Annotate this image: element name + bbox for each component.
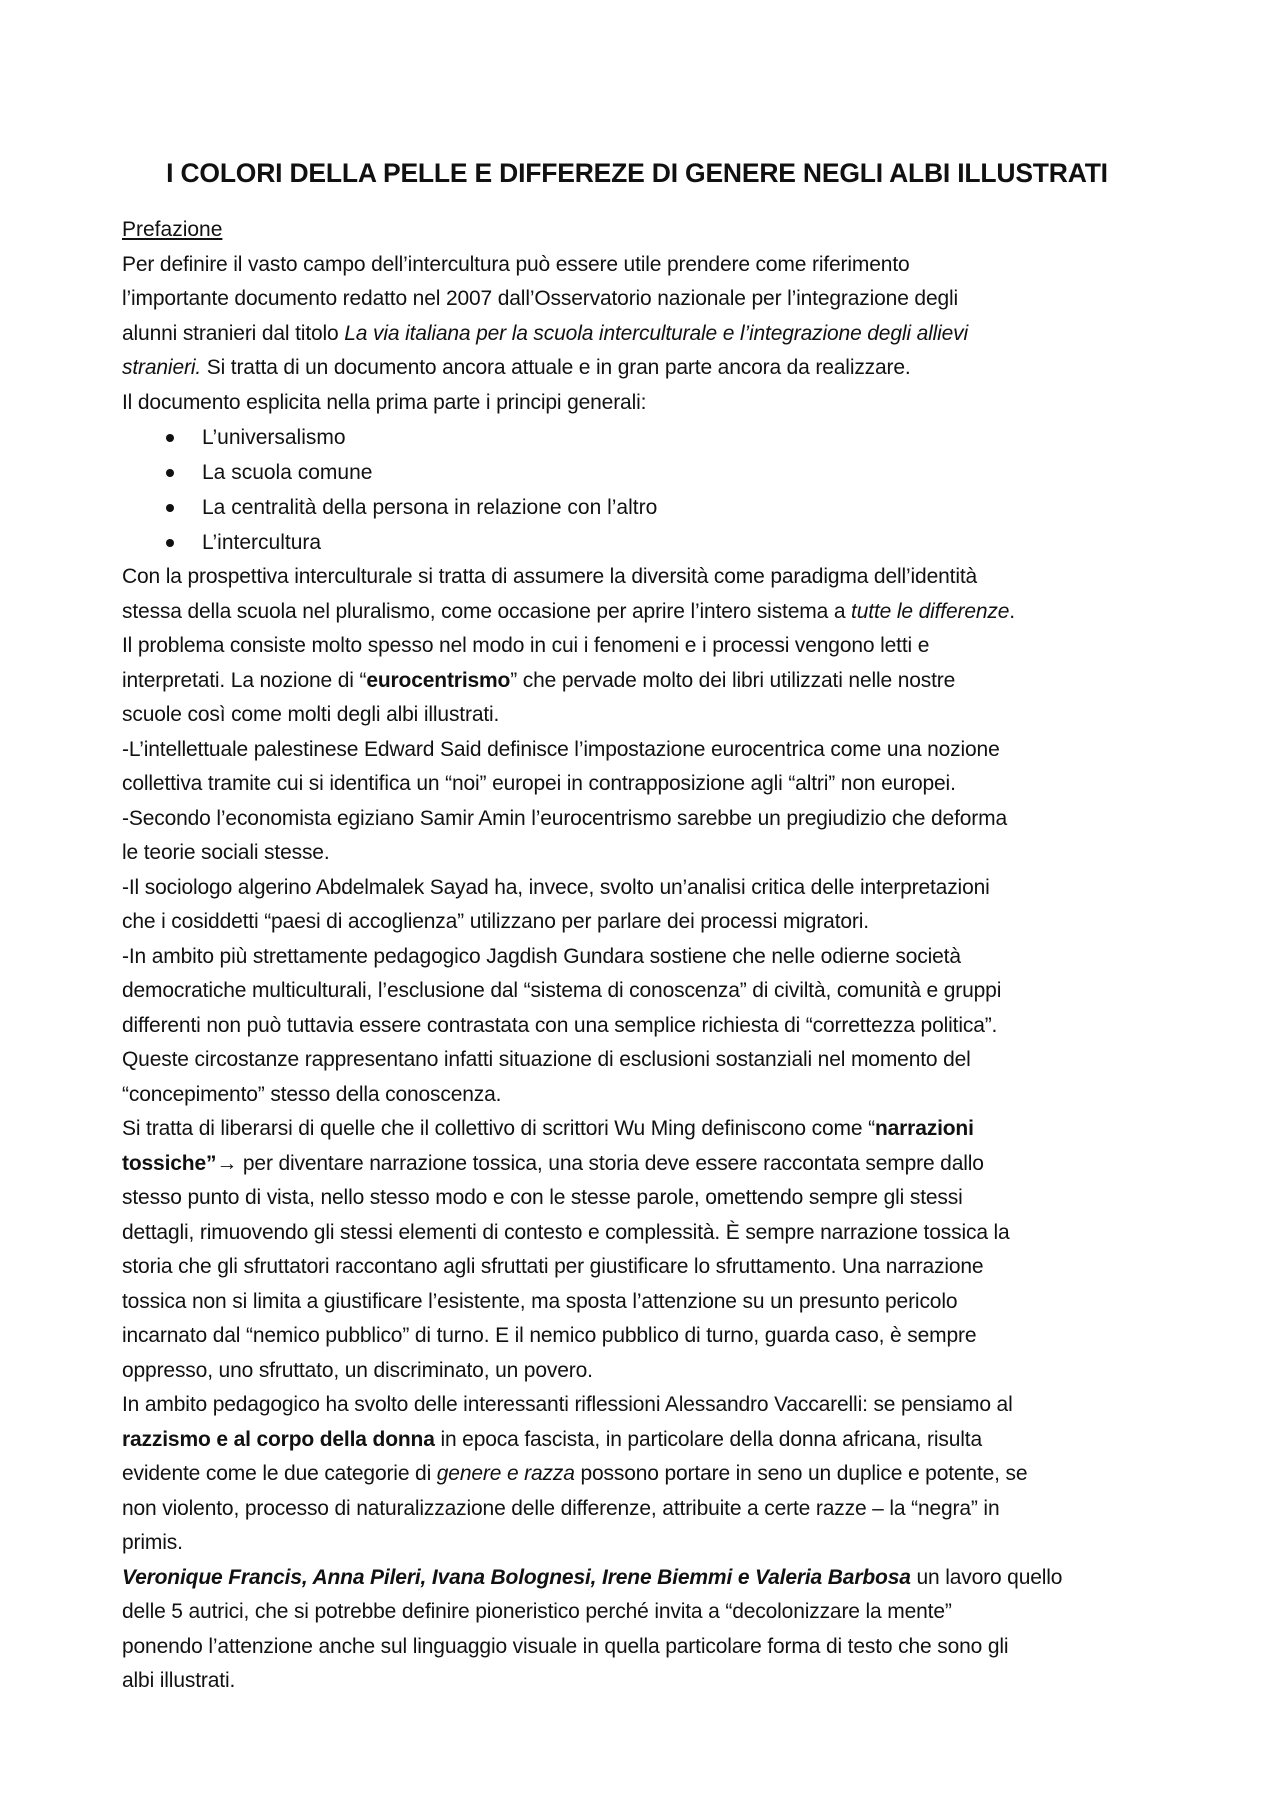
- text-span: alunni stranieri dal titolo: [122, 321, 345, 345]
- text-line: In ambito pedagogico ha svolto delle interessanti riflessioni Alessandro Vaccarelli: se pensiamo al: [122, 1393, 1013, 1416]
- text-line: oppresso, uno sfruttato, un discriminato, un povero.: [122, 1358, 593, 1382]
- intro-paragraph: [122, 248, 1162, 421]
- list-item-label: L’universalismo: [202, 426, 346, 449]
- list-item: [166, 525, 1162, 560]
- text-line: non violento, processo di naturalizzazione delle differenze, attribuite a certe razze – la “negra” in: [122, 1496, 1000, 1520]
- text-span: .: [1009, 599, 1015, 623]
- bold-term: eurocentrismo: [366, 668, 511, 692]
- text-span: interpretati. La nozione di “: [122, 668, 367, 692]
- text-line: collettiva tramite cui si identifica un “noi” europei in contrapposizione agli “altri” non europei.: [122, 772, 956, 795]
- text-span: un lavoro quello: [910, 1565, 1063, 1589]
- list-item-label: La centralità della persona in relazione con l’altro: [202, 496, 658, 519]
- bold-term: razzismo e al corpo della donna: [122, 1427, 435, 1451]
- text-line: Queste circostanze rappresentano infatti situazione di esclusioni sostanziali nel momento del: [122, 1048, 971, 1071]
- section-heading-prefazione: Prefazione: [122, 218, 223, 241]
- text-span: Si tratta di liberarsi di quelle che il collettivo di scrittori Wu Ming definiscono come “: [122, 1117, 875, 1140]
- text-line: Per definire il vasto campo dell’intercultura può essere utile prendere come riferimento: [122, 252, 910, 276]
- text-span: ” che pervade molto dei libri utilizzati nelle nostre: [510, 668, 956, 692]
- text-line: [122, 595, 1162, 630]
- text-line: [122, 664, 1162, 699]
- text-span: possono portare in seno un duplice e potente, se: [574, 1462, 1028, 1485]
- text-line: -Il sociologo algerino Abdelmalek Sayad ha, invece, svolto un’analisi critica delle interpretazioni: [122, 875, 990, 899]
- paragraph-authors: [122, 1561, 1162, 1699]
- text-line: storia che gli sfruttatori raccontano agli sfruttati per giustificare lo sfruttamento. Una narrazione: [122, 1255, 984, 1278]
- text-line: incarnato dal “nemico pubblico” di turno. E il nemico pubblico di turno, guarda caso, è sempre: [122, 1324, 977, 1347]
- text-line: -L’intellettuale palestinese Edward Said definisce l’impostazione eurocentrica come una nozione: [122, 737, 1000, 761]
- text-line: differenti non può tuttavia essere contrastata con una semplice richiesta di “correttezza politica”.: [122, 1013, 998, 1037]
- document-title-citation-end: stranieri.: [122, 356, 202, 379]
- document-title: I COLORI DELLA PELLE E DIFFEREZE DI GENERE NEGLI ALBI ILLUSTRATI: [166, 158, 1108, 188]
- text-line: albi illustrati.: [122, 1669, 236, 1692]
- text-line: democratiche multiculturali, l’esclusione dal “sistema di conoscenza” di civiltà, comunità e gruppi: [122, 979, 1002, 1002]
- text-line: stesso punto di vista, nello stesso modo e con le stesse parole, omettendo sempre gli stessi: [122, 1186, 963, 1209]
- text-line: tossica non si limita a giustificare l’esistente, ma sposta l’attenzione su un presunto pericolo: [122, 1289, 958, 1313]
- authors-names: Veronique Francis, Anna Pileri, Ivana Bolognesi, Irene Biemmi e Valeria Barbosa: [122, 1565, 911, 1589]
- text-line: Il documento esplicita nella prima parte i principi generali:: [122, 390, 647, 414]
- bold-term: narrazioni: [874, 1117, 974, 1140]
- text-span: per diventare narrazione tossica, una storia deve essere raccontata sempre dallo: [237, 1151, 984, 1175]
- text-line: Il problema consiste molto spesso nel modo in cui i fenomeni e i processi vengono letti e: [122, 634, 930, 657]
- document-page: [122, 158, 1162, 1699]
- text-line: [122, 351, 1162, 386]
- text-line: che i cosiddetti “paesi di accoglienza” utilizzano per parlare dei processi migratori.: [122, 910, 869, 933]
- text-line: “concepimento” stesso della conoscenza.: [122, 1082, 502, 1106]
- text-line: [122, 1147, 1162, 1182]
- text-line: le teorie sociali stesse.: [122, 841, 330, 864]
- emphasis-text: tutte le differenze: [851, 599, 1010, 623]
- paragraph-toxic-narratives: [122, 1112, 1162, 1388]
- paragraph-intercultural-perspective: [122, 560, 1162, 1112]
- paragraph-vaccarelli: [122, 1388, 1162, 1561]
- text-line: -In ambito più strettamente pedagogico Jagdish Gundara sostiene che nelle odierne società: [122, 944, 961, 968]
- text-line: -Secondo l’economista egiziano Samir Amin l’eurocentrismo sarebbe un pregiudizio che deforma: [122, 806, 1008, 830]
- text-span: Si tratta di un documento ancora attuale e in gran parte ancora da realizzare.: [201, 356, 911, 379]
- text-line: l’importante documento redatto nel 2007 dall’Osservatorio nazionale per l’integrazione degli: [122, 287, 959, 310]
- list-item: [166, 455, 1162, 490]
- text-line: [122, 1423, 1162, 1458]
- bullet-icon: [166, 504, 174, 512]
- text-span: evidente come le due categorie di: [122, 1462, 437, 1485]
- document-title-citation: La via italiana per la scuola interculturale e l’integrazione degli allievi: [344, 321, 969, 345]
- text-line: [122, 1561, 1162, 1596]
- bullet-icon: [166, 469, 174, 477]
- text-line: Con la prospettiva interculturale si tratta di assumere la diversità come paradigma dell’identità: [122, 565, 978, 588]
- text-span: in epoca fascista, in particolare della donna africana, risulta: [434, 1427, 982, 1451]
- list-item-label: La scuola comune: [202, 461, 373, 484]
- text-line: primis.: [122, 1531, 183, 1554]
- text-line: dettagli, rimuovendo gli stessi elementi di contesto e complessità. È sempre narrazione tossica la: [122, 1220, 1010, 1244]
- bullet-icon: [166, 539, 174, 547]
- principles-list: [122, 420, 1162, 560]
- text-line: delle 5 autrici, che si potrebbe definire pioneristico perché invita a “decolonizzare la mente”: [122, 1600, 952, 1623]
- list-item: [166, 490, 1162, 525]
- text-span: stessa della scuola nel pluralismo, come occasione per aprire l’intero sistema a: [122, 599, 852, 623]
- emphasis-text: genere e razza: [436, 1462, 575, 1485]
- bold-term: tossiche”→: [122, 1151, 238, 1175]
- text-line: [122, 1457, 1162, 1492]
- text-line: [122, 317, 1162, 352]
- text-line: ponendo l’attenzione anche sul linguaggio visuale in quella particolare forma di testo che sono gli: [122, 1634, 1009, 1658]
- text-line: scuole così come molti degli albi illustrati.: [122, 703, 500, 726]
- bullet-icon: [166, 434, 174, 442]
- list-item: [166, 420, 1162, 455]
- list-item-label: L’intercultura: [202, 531, 322, 554]
- text-line: [122, 1112, 1162, 1147]
